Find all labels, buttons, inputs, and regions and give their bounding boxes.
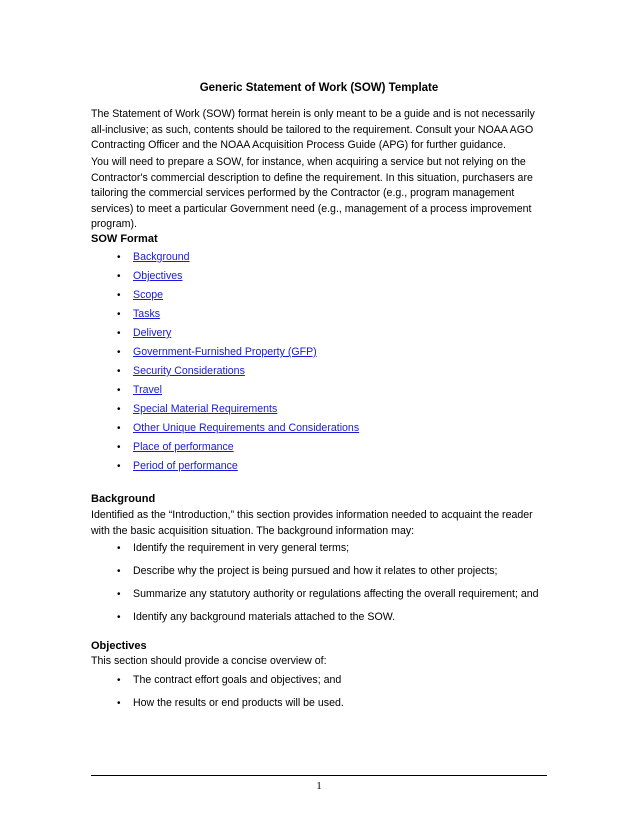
- link-gfp[interactable]: Government-Furnished Property (GFP): [133, 346, 317, 358]
- list-item-text: Identify any background materials attached to the SOW.: [133, 611, 396, 623]
- sow-format-heading: SOW Format: [91, 233, 158, 245]
- list-item: [91, 345, 549, 364]
- background-text: Identified as the “Introduction,” this section provides information needed to acquaint the reader with the basic acquisition situation. The background information may:: [91, 509, 533, 537]
- list-item: [91, 673, 549, 696]
- objectives-heading: Objectives: [91, 640, 147, 652]
- list-item: [91, 696, 549, 719]
- link-delivery[interactable]: Delivery: [133, 327, 172, 339]
- list-item: [91, 587, 549, 610]
- list-item: [91, 440, 549, 459]
- list-item: [91, 459, 549, 478]
- bullet-icon: •: [117, 698, 121, 709]
- list-item: [91, 564, 549, 587]
- intro-paragraph-1: The Statement of Work (SOW) format herein is only meant to be a guide and is not necessarily all-inclusive; as such, contents should be tailored to the requirement. Consult your NOAA AGO Contracting Officer and the NOAA Acquisition Process Guide (APG) for further guidance.: [91, 108, 535, 151]
- list-item: [91, 383, 549, 402]
- bullet-icon: •: [117, 328, 121, 339]
- list-item: [91, 541, 549, 564]
- link-other-unique-requirements[interactable]: Other Unique Requirements and Considerations: [133, 422, 360, 434]
- bullet-icon: •: [117, 442, 121, 453]
- bullet-icon: •: [117, 385, 121, 396]
- background-list: [91, 541, 549, 633]
- bullet-icon: •: [117, 461, 121, 472]
- bullet-icon: •: [117, 543, 121, 554]
- bullet-icon: •: [117, 290, 121, 301]
- footer-divider: [91, 775, 547, 776]
- document-title: Generic Statement of Work (SOW) Template: [199, 82, 439, 94]
- background-heading: Background: [91, 493, 156, 505]
- bullet-icon: •: [117, 347, 121, 358]
- bullet-icon: •: [117, 589, 121, 600]
- intro-paragraph-2: You will need to prepare a SOW, for instance, when acquiring a service but not relying on the Contractor's commercial description to define the requirement. In this situation, purchasers are tailoring the commercial services performed by the Contractor (e.g., program management services) to meet a particular Government need (e.g., management of a process improvement program).: [91, 156, 533, 230]
- list-item: [91, 250, 549, 269]
- list-item: [91, 326, 549, 345]
- list-item: [91, 288, 549, 307]
- bullet-icon: •: [117, 309, 121, 320]
- list-item-text: Describe why the project is being pursued and how it relates to other projects;: [133, 565, 498, 577]
- list-item: [91, 269, 549, 288]
- bullet-icon: •: [117, 404, 121, 415]
- list-item-text: How the results or end products will be used.: [133, 697, 344, 709]
- bullet-icon: •: [117, 675, 121, 686]
- list-item-text: The contract effort goals and objectives; and: [133, 674, 342, 686]
- list-item: [91, 610, 549, 633]
- list-item: [91, 364, 549, 383]
- page-number: 1: [316, 780, 322, 792]
- bullet-icon: •: [117, 423, 121, 434]
- bullet-icon: •: [117, 566, 121, 577]
- link-scope[interactable]: Scope: [133, 289, 164, 301]
- link-special-material-requirements[interactable]: Special Material Requirements: [133, 403, 278, 415]
- list-item: [91, 402, 549, 421]
- list-item-text: Identify the requirement in very general terms;: [133, 542, 350, 554]
- link-place-of-performance[interactable]: Place of performance: [133, 441, 234, 453]
- list-item-text: Summarize any statutory authority or regulations affecting the overall requirement; and: [133, 588, 539, 600]
- bullet-icon: •: [117, 612, 121, 623]
- bullet-icon: •: [117, 271, 121, 282]
- bullet-icon: •: [117, 366, 121, 377]
- link-objectives[interactable]: Objectives: [133, 270, 183, 282]
- link-tasks[interactable]: Tasks: [133, 308, 161, 320]
- list-item: [91, 421, 549, 440]
- sow-format-link-list: [91, 250, 549, 478]
- bullet-icon: •: [117, 252, 121, 263]
- list-item: [91, 307, 549, 326]
- link-travel[interactable]: Travel: [133, 384, 163, 396]
- link-period-of-performance[interactable]: Period of performance: [133, 460, 238, 472]
- link-security-considerations[interactable]: Security Considerations: [133, 365, 245, 377]
- objectives-text: This section should provide a concise overview of:: [91, 655, 327, 667]
- objectives-list: [91, 673, 549, 719]
- link-background[interactable]: Background: [133, 251, 190, 263]
